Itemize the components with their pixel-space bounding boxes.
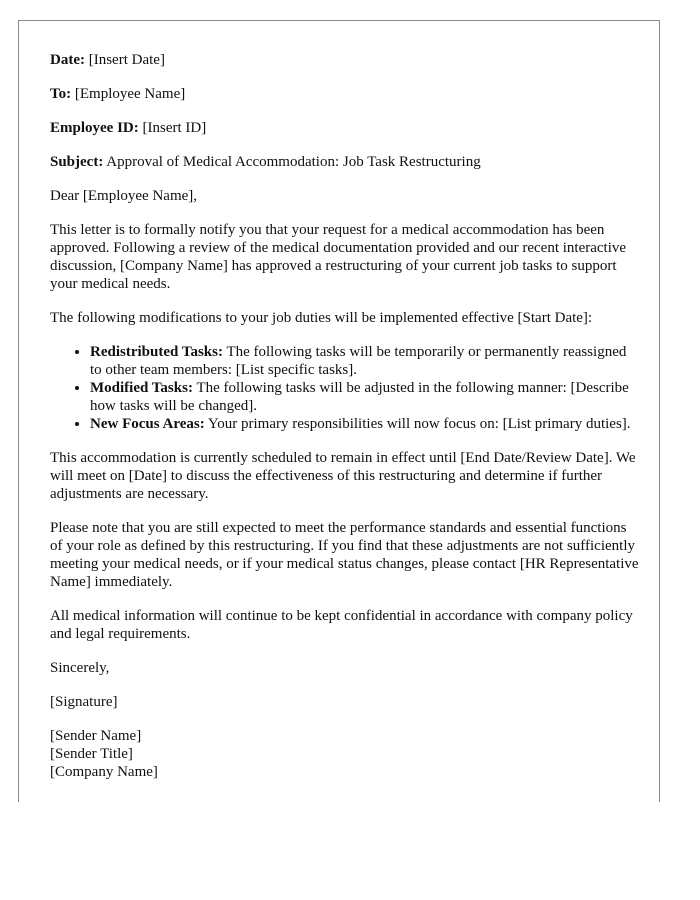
letter-page: [18, 20, 660, 802]
body-paragraph-4: Please note that you are still expected to meet the performance standards and essential functions of your role as defined by this restructuring. If you find that these adjustments are not sufficiently meeting your medical needs, or if your medical status changes, please contact [HR Representative Name] immediately.: [50, 520, 639, 590]
list-item-label: Modified Tasks:: [90, 380, 193, 396]
list-item-label: New Focus Areas:: [90, 416, 205, 432]
list-item: [90, 415, 640, 433]
employee-id-value: [Insert ID]: [142, 120, 207, 136]
list-item: [90, 343, 640, 379]
date-line: [50, 51, 640, 69]
date-value: [Insert Date]: [88, 52, 165, 68]
to-value: [Employee Name]: [74, 86, 186, 102]
list-item: [90, 379, 640, 415]
list-item-text: The following tasks will be adjusted in the following manner: [Describe how tasks will be changed].: [90, 380, 629, 414]
body-paragraph-5: All medical information will continue to be kept confidential in accordance with company policy and legal requirements.: [50, 608, 633, 642]
subject-value: Approval of Medical Accommodation: Job Task Restructuring: [106, 154, 481, 170]
sender-block: [50, 727, 640, 781]
employee-id-label: Employee ID:: [50, 120, 139, 136]
valediction: Sincerely,: [50, 660, 110, 676]
letter-content: [50, 51, 640, 781]
subject-label: Subject:: [50, 154, 104, 170]
body-paragraph-1: This letter is to formally notify you that your request for a medical accommodation has been approved. Following a review of the medical documentation provided and our recent interactive discussion, [Company Name] has approved a restructuring of your current job tasks to support your medical needs.: [50, 222, 627, 292]
subject-line: [50, 153, 640, 171]
modifications-list: [50, 343, 640, 433]
signature-placeholder: [Signature]: [50, 694, 118, 710]
sender-title: [Sender Title]: [50, 746, 133, 762]
to-label: To:: [50, 86, 72, 102]
list-item-text: The following tasks will be temporarily or permanently reassigned to other team members: [List specific tasks].: [90, 344, 627, 378]
list-item-text: Your primary responsibilities will now focus on: [List primary duties].: [207, 416, 631, 432]
to-line: [50, 85, 640, 103]
salutation: Dear [Employee Name],: [50, 188, 198, 204]
body-paragraph-3: This accommodation is currently scheduled to remain in effect until [End Date/Review Date]. We will meet on [Date] to discuss the effectiveness of this restructuring and determine if further adjustments are necessary.: [50, 450, 636, 502]
body-paragraph-2: The following modifications to your job duties will be implemented effective [Start Date]:: [50, 310, 593, 326]
sender-name: [Sender Name]: [50, 728, 142, 744]
date-label: Date:: [50, 52, 85, 68]
list-item-label: Redistributed Tasks:: [90, 344, 223, 360]
closing-block: [50, 659, 640, 781]
sender-company: [Company Name]: [50, 764, 158, 780]
employee-id-line: [50, 119, 640, 137]
